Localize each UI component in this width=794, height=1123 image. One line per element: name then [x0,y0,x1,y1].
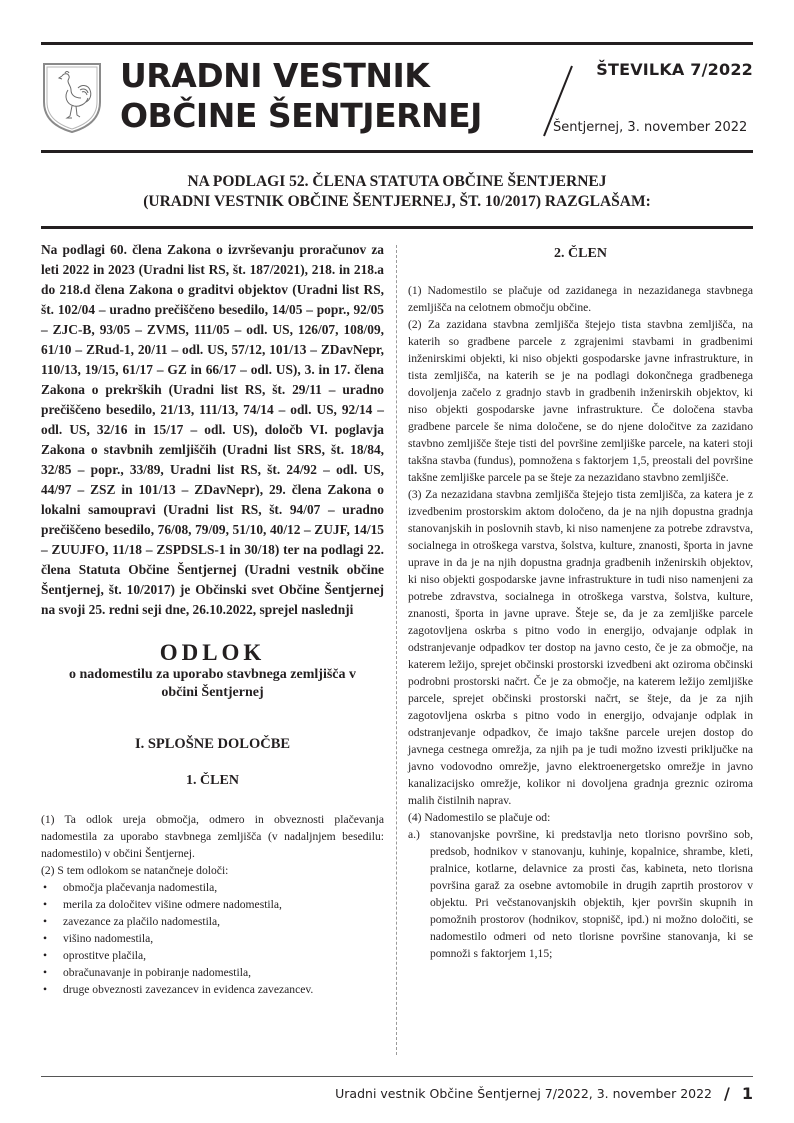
header-top-rule [41,42,753,45]
rooster-coat-of-arms-icon [42,62,102,134]
promulgation-line2: (URADNI VESTNIK OBČINE ŠENTJERNEJ, ŠT. 10/2017) RAZGLAŠAM: [143,193,651,210]
article-2-item-a [408,826,753,962]
header-bottom-rule [41,150,753,153]
left-column [41,240,384,998]
article-1-paragraph-2: (2) S tem odlokom se natančneje določi: [41,864,229,877]
section-rule [41,226,753,229]
list-item: • zavezance za plačilo nadomestila, [41,913,384,930]
article-1-bullet-list [41,879,384,998]
list-item: • oprostitve plačila, [41,947,384,964]
promulgation-heading [41,172,753,212]
item-a-label: a.) [408,828,420,841]
promulgation-line1: NA PODLAGI 52. ČLENA STATUTA OBČINE ŠENTJERNEJ [187,173,607,190]
column-divider [396,245,397,1055]
footer-separator: / [724,1084,730,1103]
list-item: • višino nadomestila, [41,930,384,947]
article-2-paragraph-1: (1) Nadomestilo se plačuje od zazidanega in nezazidanega stavbnega zemljišča na celotnem območju občine. [408,284,753,314]
article-1-paragraph-1: (1) Ta odlok ureja območja, odmero in obveznosti plačevanja nadomestila za uporabo stavbnega zemljišča (v nadaljnjem besedilu: nadomestilo) v občini Šentjernej. [41,813,384,860]
list-item: • območja plačevanja nadomestila, [41,879,384,896]
list-item: • druge obveznosti zavezancev in evidenca zavezancev. [41,981,384,998]
decree-title: ODLOK [159,640,266,665]
item-a-text: stanovanjske površine, ki predstavlja neto tlorisno površino sob, predsob, hodnikov v stanovanju, kuhinje, kopalnice, shrambe, kleti, pralnice, kotlarne, delavnice za prosti čas, kabineta, neto tlorisna površina garaž za osebne avtomobile in drugih zaprtih prostorov v objektu. Pri večstanovanjskih objektih, kjer površin skupnih in pomožnih prostorov (hodnikov, stopnišč, ipd.) ni možno določiti, se nadomestilo odmeri od neto tlorisne površine stanovanja, ki se pomnoži s faktorjem 1,15; [430,828,753,960]
footer-rule [41,1076,753,1077]
list-item: • merila za določitev višine odmere nadomestila, [41,896,384,913]
footer-publication: Uradni vestnik Občine Šentjernej 7/2022, 3. november 2022 [335,1086,713,1101]
publication-title-line2: OBČINE ŠENTJERNEJ [120,96,482,135]
article-2-paragraph-3: (3) Za nezazidana stavbna zemljišča štejejo tista zemljišča, za katera je z izvedbenim prostorskim aktom določeno, da je na njih dopustna gradnja stanovanjskih in poslovnih stavb, ki niso namenjene za potrebe zdravstva, socialnega in otroškega varstva, šolstva, kulture, znanosti, športa in javne uprave in da je na njih dopustna gradnja gradbenih inženirskih objektov, ki niso objekti gospodarske javne infrastrukture in tudi niso namenjeni za potrebe zdravstva, socialnega in otroškega varstva, šolstva, kulture, znanosti, športa in javne uprave. Šteje se, da je za zemljiške parcele zagotovljena oskrba s pitno vodo in energijo, odvajanje odplak in odstranjevanje odpadkov ter dostop na javno cesto, če je za območje, na katerem ležijo, sprejet občinski prostorski izvedbeni akt oziroma občinski podrobni prostorski načrt. Če je za območje, na katerem ležijo zemljiške parcele, sprejet občinski prostorski načrt, se šteje, da je za njih zagotovljena oskrba s pitno vodo in energijo, odvajanje odplak in odstranjevanje odpadkov, če imajo takšne parcele urejen dostop do javnega cestnega omrežja, za njih pa je tudi možno izvesti priključke na javno vodovodno omrežje, javno elektroenergetsko omrežje in javno kanalizacijsko omrežje, kolikor ni dovoljena gradnja greznic oziroma malih čistilnih naprav. [408,488,753,807]
page-number: 1 [741,1084,753,1103]
article-2-paragraph-2: (2) Za zazidana stavbna zemljišča štejejo tista stavbna zemljišča, na katerih so gradbene parcele z zgrajenimi stavbami in gradbenimi inženirskimi objekti, ki niso objekti gospodarske javne infrastrukture, in tista zemljišča, na katerih se je na podlagi dokončnega gradbenega dovoljenja začelo z gradnjo stavb in gradbenih inženirskih objektov, ki niso objekti gospodarske javne infrastrukture. Če določena stavba gradbene parcele še nima določene, se do njene določitve za zazidano stavbno zemljišče šteje tisti del površine zemljiške parcele, na kateri stoji takšna stavba (fundus), pomnožena s faktorjem 1,5, preostali del površine takšne zemljiške parcele pa se šteje za nezazidano stavbno zemljišče. [408,318,753,484]
right-column [408,240,753,962]
issue-number: ŠTEVILKA 7/2022 [596,60,753,79]
publication-title-line1: URADNI VESTNIK [120,56,430,95]
list-item: • obračunavanje in pobiranje nadomestila, [41,964,384,981]
article-2-paragraph-4: (4) Nadomestilo se plačuje od: [408,811,551,824]
publication-title [120,56,482,136]
page-footer [335,1084,753,1103]
legal-basis-intro: Na podlagi 60. člena Zakona o izvrševanju proračunov za leti 2022 in 2023 (Uradni list RS, št. 187/2021), 218. in 218.a do 218.d člena Zakona o graditvi objektov (Uradni list RS, št. 102/04 – uradno prečiščeno besedilo, 14/05 – popr., 92/05 – ZJC-B, 93/05 – ZVMS, 111/05 – odl. US, 126/07, 108/09, 61/10 – ZRud-1, 20/11 – odl. US, 57/12, 101/13 – ZDavNepr, 110/13, 19/15, 61/17 – GZ in 66/17 – odl. US), 3. in 17. člena Zakona o prekrških (Uradni list RS, št. 29/11 – uradno prečiščeno besedilo, 21/13, 111/13, 74/14 – odl. US, 92/14 – odl. US, 32/16 in 15/17 – odl. US), določb VI. poglavja Zakona o stavbnih zemljiščih (Uradni list SRS, št. 18/84, 32/85 – popr., 33/89, Uradni list RS, št. 24/92 – odl. US, 44/97 – ZSZ in 101/13 – ZDavNepr), 29. člena Zakona o lokalni samoupravi (Uradni list RS, št. 94/07 – uradno prečiščeno besedilo, 76/08, 79/09, 51/10, 40/12 – ZUJF, 14/15 – ZUUJFO, 11/18 – ZSPDSLS-1 in 30/18) ter na podlagi 22. člena Statuta Občine Šentjernej (Uradni vestnik občine Šentjernej, št. 10/2017) je Občinski svet Občine Šentjernej na svoji 25. redni seji dne, 26.10.2022, sprejel naslednji [41,242,384,617]
issue-date: Šentjernej, 3. november 2022 [553,120,748,135]
article-1-heading: 1. ČLEN [186,773,239,788]
chapter-heading: I. SPLOŠNE DOLOČBE [134,736,291,752]
decree-subtitle: o nadomestilu za uporabo stavbnega zemljišča v občini Šentjernej [69,667,356,700]
article-2-heading: 2. ČLEN [554,246,607,261]
